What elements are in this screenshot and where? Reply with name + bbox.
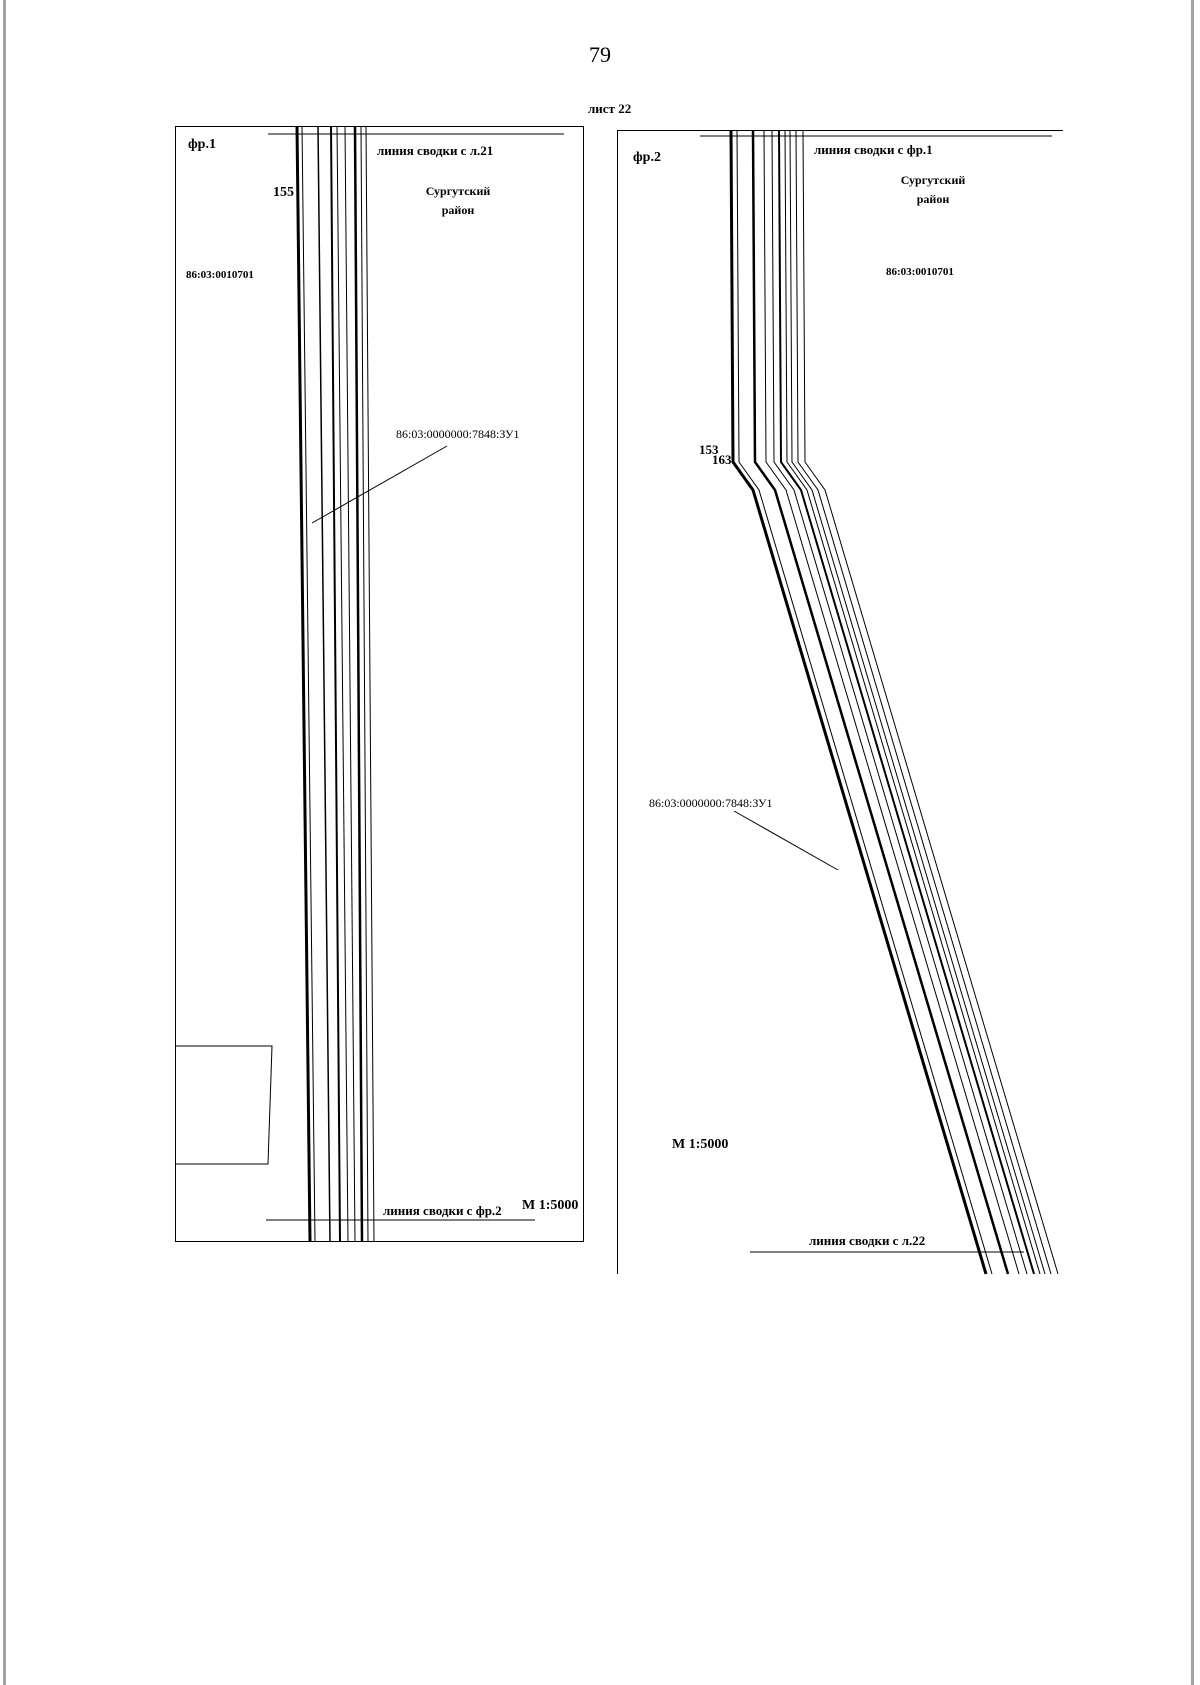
fragment-2-point-number-b: 163 [712,452,732,467]
fragment-1-scale: М 1:5000 [522,1198,579,1213]
fragment-2-parcel-label: 86:03:0000000:7848:ЗУ1 [649,796,773,810]
fragment-2-district-name: Сургутский [900,173,966,187]
page-number: 79 [589,42,611,67]
fragment-1-district-type: район [441,203,475,217]
fragment-2-district-type: район [916,192,950,206]
fragment-1-match-label-top: линия сводки с л.21 [377,143,494,158]
fragment-2-point-number-a: 153 [699,442,719,457]
fragment-2-title: фр.2 [633,150,661,165]
fragment-2-scale: М 1:5000 [672,1137,729,1152]
fragment-1-frame [175,126,584,1242]
fragment-1-point-number: 155 [273,185,294,200]
fragment-2-match-label-top: линия сводки с фр.1 [814,142,933,157]
fragment-2-frame [617,130,1063,1274]
fragment-1-match-label-bottom: линия сводки с фр.2 [383,1203,502,1218]
scan-edge-right [1191,0,1194,1685]
scan-edge-left [3,0,6,1685]
fragment-1-district-name: Сургутский [425,184,491,198]
fragment-1-title: фр.1 [188,137,216,152]
fragment-2-quarter-number: 86:03:0010701 [886,266,954,278]
fragment-2-match-label-bottom: линия сводки с л.22 [809,1233,926,1248]
fragment-1-quarter-number: 86:03:0010701 [186,269,254,281]
sheet-label: лист 22 [588,101,632,116]
fragment-1-parcel-label: 86:03:0000000:7848:ЗУ1 [396,427,520,441]
